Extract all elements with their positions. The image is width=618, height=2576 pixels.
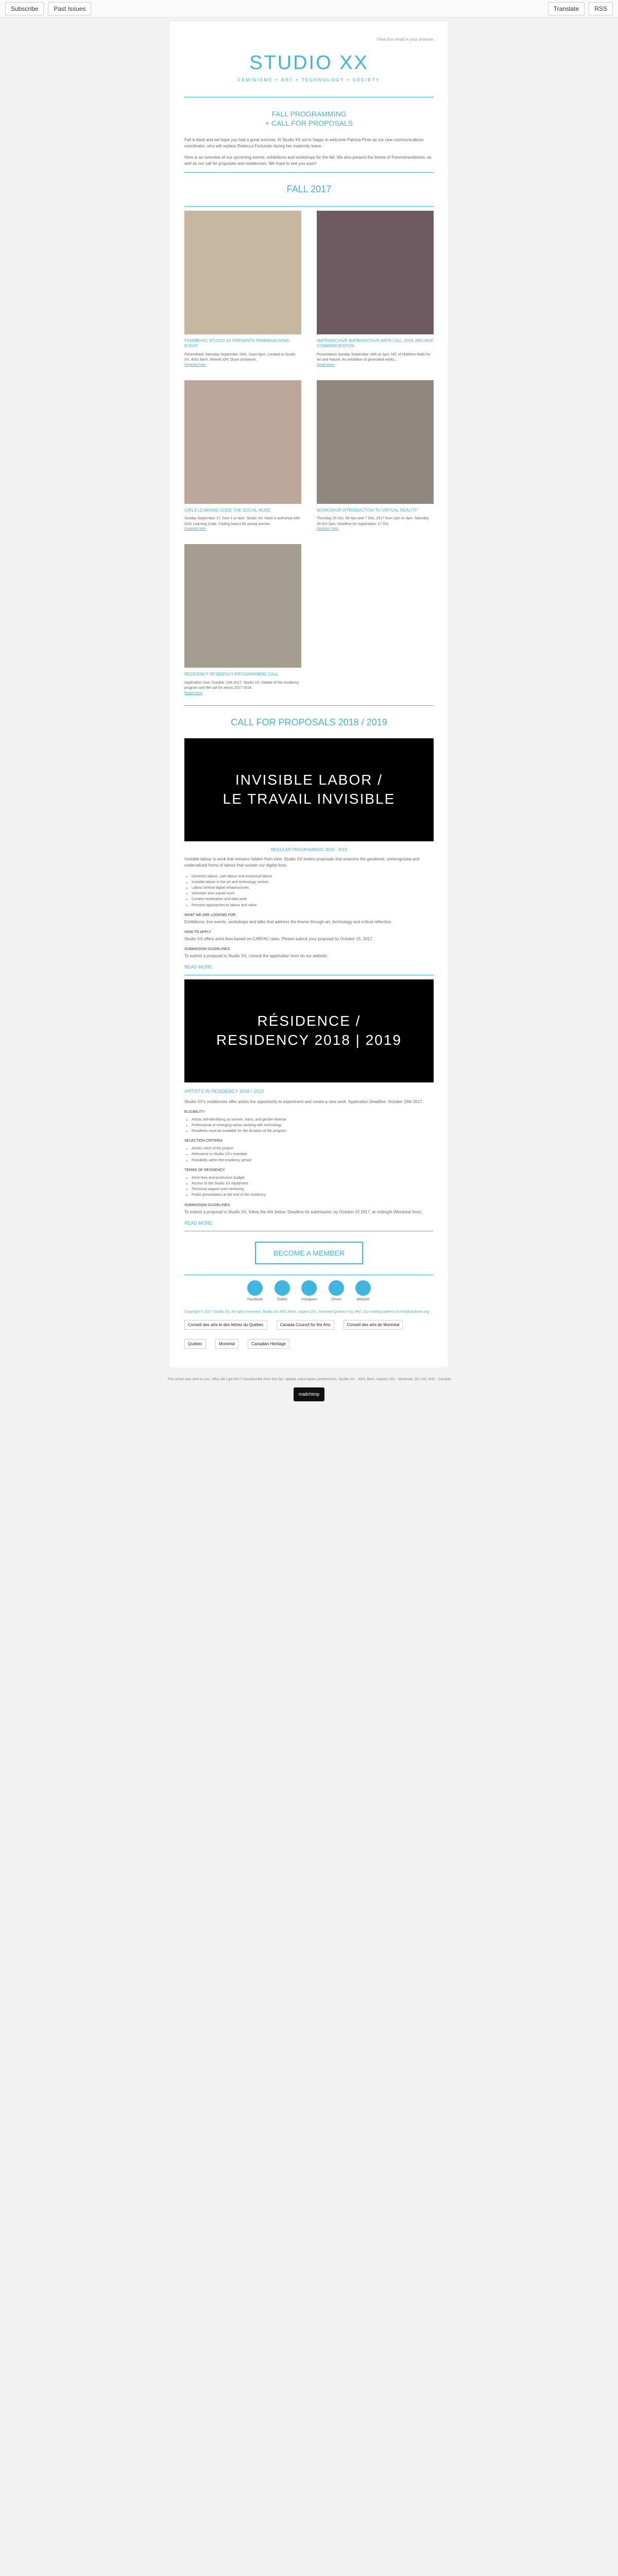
facebook-link[interactable] (247, 1280, 263, 1301)
list-item: • Content moderation and data work (192, 896, 434, 902)
footer-text: This email was sent to you. Why did I get this? Unsubscribe from this list. Update subscription preferences. Studio XX · 4001 Berri, espace 201 · Montreal, QC H2L 4H2 · Canada (167, 1378, 451, 1382)
mailchimp-badge[interactable]: mailchimp (294, 1387, 325, 1401)
headline-line-1: FALL PROGRAMMING (271, 110, 347, 118)
section-label: WHAT WE ARE LOOKING FOR (184, 913, 236, 917)
social-label: Twitter (277, 1297, 288, 1301)
social-label: Facebook (247, 1297, 263, 1301)
residency-text: Studio XX's residencies offer artists the opportunity to experiment and create a new work. Application Deadline: October 15th 2017. (184, 1099, 423, 1104)
social-label: Website (356, 1297, 370, 1301)
list-item: • Labour behind digital infrastructures (192, 885, 434, 891)
banner-line-2: RESIDENCY 2018 | 2019 (216, 1031, 402, 1048)
cfp-list (192, 874, 434, 908)
event-body: Application Due: October 15th 2017. Studio XX. Details of the residency program and the call for artists 2017-2018. (184, 681, 299, 690)
guidelines-text: To submit a proposal to Studio XX, consult the application form on our website. (184, 953, 328, 958)
sponsor-logo: Québec (184, 1339, 206, 1349)
event-body: Presentation Sunday September 24th at 2pm. HfC of Matthew Mallo for Art and Nature. An exhibition of generated works... (317, 352, 431, 362)
event-title[interactable]: FEMMEHAC STUDIO XX PRESENTS FEMMEHACKING EVENT (184, 338, 290, 349)
sponsor-logo: Conseil des arts et des lettres du Québec (184, 1320, 267, 1330)
submit-text: To submit a proposal to Studio XX, follow the link below. Deadline for submission: by October 15 2017, at midnight (Montreal time). (184, 1209, 423, 1214)
section-label: SELECTION CRITERIA (184, 1139, 223, 1143)
sponsor-logo: Montréal (215, 1339, 238, 1349)
website-icon (355, 1280, 371, 1296)
event-body: Sunday September 17, from 1 to 4pm. Studio XX. Have a workshop with Girls Learning Code. Coding basics for young women. (184, 517, 300, 526)
sponsor-logo: Conseil des arts de Montréal (344, 1320, 403, 1330)
translate-button[interactable]: Translate (548, 2, 585, 15)
instagram-icon (301, 1280, 317, 1296)
event-card (184, 380, 301, 531)
event-body: Femmehack Saturday September 16th, 11am-6pm. Located at Studio XX, 4001 Berri. Wheels ON: Drum ambiance. (184, 352, 296, 362)
become-member-button[interactable]: BECOME A MEMBER (255, 1242, 363, 1264)
view-in-browser-link[interactable]: View this email in your browser (376, 37, 434, 42)
divider (184, 206, 434, 207)
facebook-icon (247, 1280, 263, 1296)
newsletter (170, 22, 448, 1367)
logo-word: STUDIO XX (249, 52, 369, 74)
headline (184, 101, 434, 137)
social-label: Instagram (301, 1297, 317, 1301)
twitter-link[interactable] (274, 1280, 290, 1301)
event-image (184, 211, 301, 334)
copyright-text: Copyright © 2017 Studio XX, All rights reserved. Studio XX 4001 Berri, espace 201, Montreal Quebec H2L 4H2. Our mailing address is info@studioxx.org (184, 1310, 430, 1314)
instagram-link[interactable] (301, 1280, 317, 1301)
event-image (184, 380, 301, 504)
section-label: ELIGIBILITY (184, 1110, 205, 1114)
list-item: • Feminist approaches to labour and value (192, 903, 434, 908)
rss-button[interactable]: RSS (589, 2, 613, 15)
event-image (317, 380, 434, 504)
artists-residency-title: ARTISTS IN RESIDENCY 2018 / 2019 (184, 1088, 264, 1094)
event-link[interactable]: Register here (184, 363, 207, 367)
sponsor-logos (184, 1320, 434, 1349)
list-item: • Volunteer and unpaid work (192, 891, 434, 896)
list-item: • Residents must be available for the duration of the program (192, 1128, 434, 1134)
event-link[interactable]: Read more (317, 363, 335, 367)
event-card (184, 211, 301, 367)
website-link[interactable] (355, 1280, 371, 1301)
event-card (317, 211, 434, 367)
intro-paragraph-2: Here is an overview of our upcoming events, exhibitions and workshops for the fall. We also present the theme of Femmehacktivism, as well as our call for proposals and residencies. We hope to see you soon! (184, 155, 432, 166)
list-item: • Artists self-identifying as women, trans, and gender-diverse (192, 1117, 434, 1123)
event-title[interactable]: MATRIARCHIVE MATRIARCHIVE ARTS CALL 2019: ARCHIVE COMMEMORATION (317, 338, 434, 349)
section-label: SUBMISSION GUIDELINES (184, 947, 230, 951)
event-image (317, 211, 434, 334)
event-card (317, 380, 434, 531)
cfp-title: CALL FOR PROPOSALS 2018 / 2019 (231, 717, 387, 727)
social-links (184, 1280, 434, 1301)
section-label: SUBMISSION GUIDELINES (184, 1203, 230, 1207)
list-item: • Technical support and mentoring (192, 1187, 434, 1192)
browser-toolbar (0, 0, 618, 18)
terms-list (192, 1175, 434, 1198)
studio-xx-logo (184, 47, 434, 93)
sponsor-logo: Canada Council for the Arts (277, 1320, 334, 1330)
cfp-text: Invisible labour is work that remains hidden from view. Studio XX invites proposals that examine the gendered, unrecognized and undervalued forms of labour that sustain our digital lives. (184, 856, 420, 868)
banner-line-2: LE TRAVAIL INVISIBLE (222, 790, 396, 807)
section-label: HOW TO APPLY (184, 930, 212, 934)
divider (184, 172, 434, 173)
read-more-link[interactable]: READ MORE (184, 1220, 213, 1226)
twitter-icon (274, 1280, 290, 1296)
list-item: • Domestic labour, care labour and emotional labour (192, 874, 434, 879)
sponsor-logo: Canadian Heritage (248, 1339, 289, 1349)
event-card (184, 544, 301, 694)
event-body: Thursday 26 Oct, 09 Nov and 7 Dec, 2017 from 1pm to 4pm. Saturday 28 Oct 2pm. Deadline for registration: 17 Oct. (317, 517, 429, 526)
banner-line-1: RÉSIDENCE / (257, 1013, 361, 1029)
list-item: • Public presentation at the end of the residency (192, 1192, 434, 1198)
apply-text: Studio XX offers artist fees based on CARFAC rates. Please submit your proposal by October 15, 2017. (184, 936, 373, 941)
event-title[interactable]: RESIDENCY RESIDENCY PROGRAMMING CALL (184, 672, 278, 677)
read-more-link[interactable]: READ MORE (184, 964, 213, 970)
event-link[interactable]: Register here (184, 527, 207, 531)
section-label: TERMS OF RESIDENCY (184, 1168, 225, 1172)
list-item: • Access to the Studio XX equipment (192, 1181, 434, 1187)
event-title[interactable]: WORKSHOP INTRODUCTION TO VIRTUAL REALITY (317, 507, 418, 513)
events-grid (184, 211, 434, 695)
intro-paragraph-1: Fall is back and we hope you had a great summer. At Studio XX we're happy to welcome Patricia Pinto as our new communications coordinator, who will replace Rebecca Fortunato during her maternity leave. (184, 138, 424, 148)
what-text: Exhibitions, live events, workshops and talks that address the theme through art, technology and critical reflection. (184, 919, 392, 924)
email-footer (0, 1367, 618, 1432)
list-item: • Artist fees and production budget (192, 1175, 434, 1181)
social-label: Vimeo (331, 1297, 341, 1301)
headline-line-2: + CALL FOR PROPOSALS (265, 118, 353, 127)
invisible-labor-banner (184, 738, 434, 841)
regular-programming-subtitle: REGULAR PROGRAMMING 2018 - 2019 (270, 847, 348, 852)
list-item: • Invisible labour in the art and technology sectors (192, 879, 434, 885)
list-item: • Artistic merit of the project (192, 1146, 434, 1151)
fall-title: FALL 2017 (286, 184, 332, 194)
banner-line-1: INVISIBLE LABOR / (235, 772, 383, 788)
eligibility-list (192, 1117, 434, 1134)
list-item: • Professional or emerging artists working with technology (192, 1123, 434, 1128)
divider (184, 705, 434, 706)
past-issues-button[interactable]: Past Issues (48, 2, 91, 15)
event-image (184, 544, 301, 668)
list-item: • Relevance to Studio XX's mandate (192, 1151, 434, 1157)
residency-banner (184, 979, 434, 1082)
selection-list (192, 1146, 434, 1163)
vimeo-icon (329, 1280, 344, 1296)
subscribe-button[interactable]: Subscribe (5, 2, 44, 15)
event-link[interactable]: Register here (317, 527, 339, 531)
event-link[interactable]: Read more (184, 691, 202, 695)
list-item: • Feasibility within the residency period (192, 1158, 434, 1163)
vimeo-link[interactable] (329, 1280, 344, 1301)
logo-tagline: FEMINISME + ART + TECHNOLOGY + SOCIETY (237, 77, 381, 82)
event-title[interactable]: GIRLS LEARNING CODE THE SOCIAL MUSE (184, 507, 271, 513)
